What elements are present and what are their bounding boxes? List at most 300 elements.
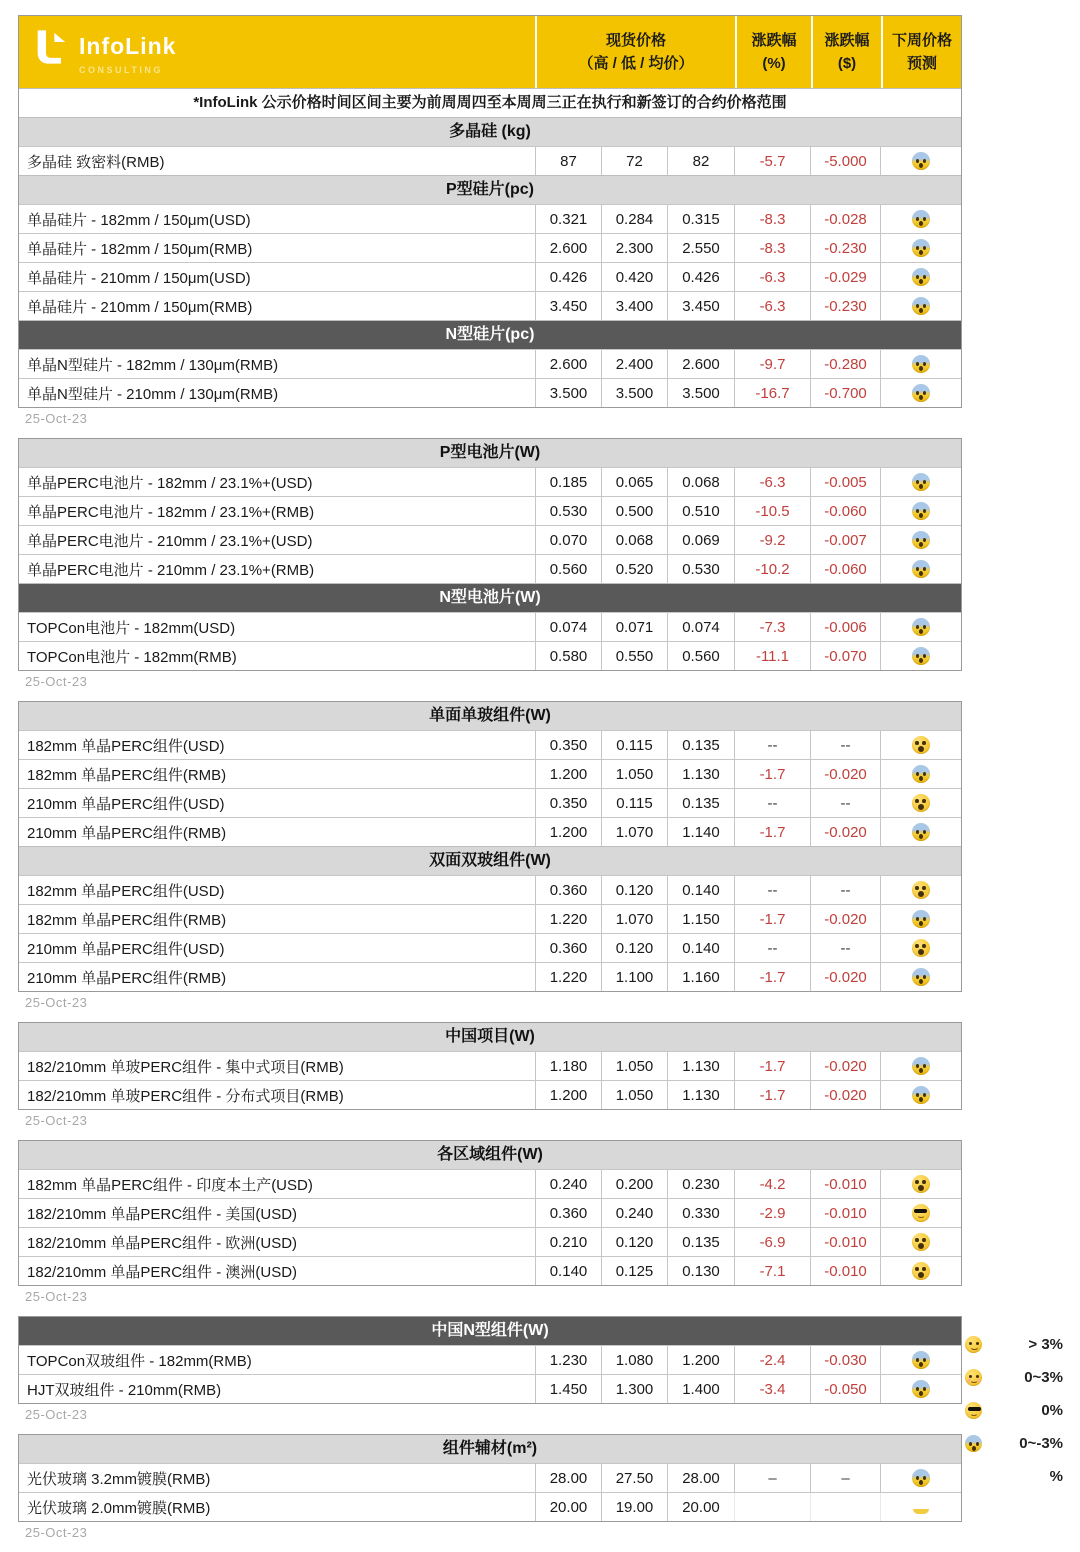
row-name: 单晶PERC电池片 - 210mm / 23.1%+(RMB) [27,561,315,579]
change-usd: -0.020 [810,963,880,991]
forecast-cell [880,760,960,788]
scream-emoji-icon [912,531,930,549]
change-pct-unit: (%) [762,55,786,72]
price-avg: 0.074 [667,613,734,641]
price-report [18,15,962,1552]
forecast-cell [880,1199,960,1227]
row-name: 单晶硅片 - 182mm / 150μm(USD) [27,211,251,229]
change-usd: -5.000 [810,147,880,175]
change-pct: -2.4 [734,1346,810,1374]
scream-emoji-icon [912,618,930,636]
table-row [19,554,961,583]
price-low: 72 [601,147,667,175]
change-pct: -6.3 [734,468,810,496]
note-text: *InfoLink 公示价格时间区间主要为前周周四至本周周三正在执行和新签订的合约价格范围 [19,88,961,117]
table-row [19,612,961,641]
change-usd: -0.020 [810,1052,880,1080]
change-pct: -9.7 [734,350,810,378]
change-pct: -1.7 [734,1081,810,1109]
price-high: 20.00 [535,1493,601,1521]
legend-label: > 3% [1028,1336,1063,1353]
change-usd: -- [810,934,880,962]
price-high: 0.360 [535,876,601,904]
change-pct: -6.3 [734,263,810,291]
price-high: 0.074 [535,613,601,641]
price-avg: 2.550 [667,234,734,262]
laugh-emoji-icon [965,1336,982,1353]
forecast-cell [880,497,960,525]
price-low: 1.100 [601,963,667,991]
price-avg: 20.00 [667,1493,734,1521]
forecast-cell [880,934,960,962]
scream-emoji-icon [912,1469,930,1487]
price-low: 0.065 [601,468,667,496]
price-high: 1.220 [535,905,601,933]
price-avg: 1.130 [667,1081,734,1109]
table-row [19,1169,961,1198]
change-pct: -6.3 [734,292,810,320]
price-avg: 1.130 [667,1052,734,1080]
price-low: 0.500 [601,497,667,525]
section-header: 双面双玻组件(W) [19,846,961,875]
table-row [19,788,961,817]
section-header: N型电池片(W) [19,583,961,612]
price-high: 0.426 [535,263,601,291]
date-label: 25-Oct-23 [25,1525,88,1540]
price-high: 0.140 [535,1257,601,1285]
change-pct: -1.7 [734,963,810,991]
row-name: 182mm 单晶PERC组件(RMB) [27,766,227,784]
row-name: TOPCon双玻组件 - 182mm(RMB) [27,1352,252,1370]
scream-emoji-icon [912,152,930,170]
row-name: 182mm 单晶PERC组件(RMB) [27,911,227,929]
table-row [19,146,961,175]
change-pct: -3.4 [734,1375,810,1403]
scream-emoji-icon [912,1351,930,1369]
change-usd: -0.030 [810,1346,880,1374]
price-avg: 1.140 [667,818,734,846]
change-pct: -- [734,934,810,962]
column-header-forecast [881,16,961,88]
price-low: 2.400 [601,350,667,378]
change-usd: -0.028 [810,205,880,233]
price-high: 0.350 [535,731,601,759]
price-low: 1.070 [601,818,667,846]
price-low: 1.050 [601,1052,667,1080]
section-header: N型硅片(pc) [19,320,961,349]
forecast-title-line1: 下周价格 [891,31,952,49]
price-low: 1.080 [601,1346,667,1374]
price-avg: 1.400 [667,1375,734,1403]
change-pct: – [734,1464,810,1492]
table-row [19,1463,961,1492]
table-row [19,730,961,759]
forecast-cell [880,379,960,407]
astonish-emoji-icon [912,881,930,899]
row-name: 210mm 单晶PERC组件(USD) [27,795,225,813]
row-name: 单晶硅片 - 182mm / 150μm(RMB) [27,240,253,258]
date-label: 25-Oct-23 [25,1407,88,1422]
change-pct: -11.1 [734,642,810,670]
change-usd: -0.230 [810,292,880,320]
change-pct: -7.3 [734,613,810,641]
table-row [19,817,961,846]
price-high: 0.210 [535,1228,601,1256]
table-row [19,496,961,525]
price-avg: 2.600 [667,350,734,378]
scream-emoji-icon [912,1086,930,1104]
forecast-cell [880,1170,960,1198]
change-pct: -10.5 [734,497,810,525]
forecast-cell [880,1257,960,1285]
forecast-cell [880,731,960,759]
row-name: TOPCon电池片 - 182mm(RMB) [27,648,237,666]
change-usd: -0.010 [810,1257,880,1285]
forecast-cell [880,789,960,817]
section-header: 中国N型组件(W) [19,1317,961,1345]
forecast-cell [880,1375,960,1403]
price-high: 0.580 [535,642,601,670]
forecast-cell [880,147,960,175]
price-high: 0.530 [535,497,601,525]
price-avg: 0.135 [667,789,734,817]
price-high: 1.230 [535,1346,601,1374]
change-usd: -0.010 [810,1170,880,1198]
forecast-cell [880,818,960,846]
section-header: 各区域组件(W) [19,1141,961,1169]
change-usd: -0.280 [810,350,880,378]
table-row [19,875,961,904]
row-name: 单晶PERC电池片 - 210mm / 23.1%+(USD) [27,532,313,550]
legend-label: 0~3% [1024,1369,1063,1386]
price-avg: 0.426 [667,263,734,291]
legend-item [957,1328,1077,1361]
table-row [19,204,961,233]
price-avg: 28.00 [667,1464,734,1492]
change-pct: -10.2 [734,555,810,583]
table-row [19,1227,961,1256]
price-high: 87 [535,147,601,175]
price-high: 1.200 [535,760,601,788]
change-pct: -- [734,789,810,817]
change-usd: -0.010 [810,1228,880,1256]
infolink-logo-icon [31,26,71,68]
price-avg: 0.330 [667,1199,734,1227]
change-pct: -1.7 [734,818,810,846]
row-name: 210mm 单晶PERC组件(RMB) [27,969,227,987]
price-low: 3.400 [601,292,667,320]
table-block [18,438,962,671]
price-avg: 0.560 [667,642,734,670]
scream-emoji-icon [912,239,930,257]
forecast-legend [957,1328,1077,1493]
forecast-cell [880,292,960,320]
legend-item [957,1361,1077,1394]
scream-emoji-icon [912,647,930,665]
scream-emoji-icon [912,910,930,928]
forecast-cell [880,905,960,933]
forecast-cell [880,642,960,670]
row-name: 182/210mm 单晶PERC组件 - 欧洲(USD) [27,1234,298,1252]
scream-emoji-icon [912,560,930,578]
price-high: 2.600 [535,350,601,378]
change-usd: -0.060 [810,497,880,525]
row-name: 182/210mm 单晶PERC组件 - 澳洲(USD) [27,1263,298,1281]
price-low: 0.520 [601,555,667,583]
change-pct: -5.7 [734,147,810,175]
date-label: 25-Oct-23 [25,1113,88,1128]
forecast-cell [880,1464,960,1492]
forecast-cell [880,234,960,262]
change-pct: -- [734,876,810,904]
price-high: 0.350 [535,789,601,817]
price-high: 3.450 [535,292,601,320]
change-usd: – [810,1464,880,1492]
price-high: 1.200 [535,818,601,846]
scream-emoji-icon [912,268,930,286]
price-low: 0.120 [601,1228,667,1256]
forecast-cell [880,1228,960,1256]
price-low: 0.420 [601,263,667,291]
change-pct: -4.2 [734,1170,810,1198]
forecast-cell [880,1052,960,1080]
row-name: HJT双玻组件 - 210mm(RMB) [27,1381,222,1399]
price-avg: 0.140 [667,876,734,904]
table-row [19,1198,961,1227]
section-header: P型电池片(W) [19,439,961,467]
cool-emoji-icon [912,1204,930,1222]
scream-emoji-icon [912,210,930,228]
astonish-emoji-icon [912,736,930,754]
change-usd: -0.020 [810,818,880,846]
scream-emoji-icon [912,765,930,783]
row-name: 182/210mm 单晶PERC组件 - 美国(USD) [27,1205,298,1223]
cool-emoji-icon [965,1402,982,1419]
change-usd-unit: ($) [837,55,857,72]
forecast-cell [880,205,960,233]
change-pct: -2.9 [734,1199,810,1227]
first-table-block [18,15,962,408]
scream-emoji-icon [912,1057,930,1075]
price-avg: 0.140 [667,934,734,962]
price-avg: 0.135 [667,1228,734,1256]
price-avg: 1.160 [667,963,734,991]
brand-area [19,16,535,88]
forecast-cell [880,555,960,583]
change-usd: -0.029 [810,263,880,291]
price-high: 28.00 [535,1464,601,1492]
change-usd: -0.020 [810,905,880,933]
change-usd-title: 涨跌幅 [824,31,870,49]
price-low: 0.284 [601,205,667,233]
astonish-emoji-icon [912,939,930,957]
forecast-cell [880,263,960,291]
row-name: 单晶PERC电池片 - 182mm / 23.1%+(USD) [27,474,313,492]
table-row [19,291,961,320]
forecast-cell [880,1081,960,1109]
price-high: 1.450 [535,1375,601,1403]
forecast-cell [880,468,960,496]
scream-emoji-icon [912,502,930,520]
price-high: 1.200 [535,1081,601,1109]
price-avg: 3.450 [667,292,734,320]
scream-emoji-icon [912,297,930,315]
table-row [19,1492,961,1521]
astonish-emoji-icon [912,1262,930,1280]
forecast-cell [880,1346,960,1374]
change-usd: -0.020 [810,1081,880,1109]
price-avg: 0.315 [667,205,734,233]
table-block [18,1316,962,1404]
change-pct: -8.3 [734,205,810,233]
change-usd: -0.010 [810,1199,880,1227]
table-row [19,1051,961,1080]
table-block [18,1022,962,1110]
price-avg: 1.150 [667,905,734,933]
table-row [19,1374,961,1403]
table-row [19,233,961,262]
table-block [18,1434,962,1522]
table-row [19,378,961,407]
section-header: 单面单玻组件(W) [19,702,961,730]
forecast-cell [880,350,960,378]
table-row [19,1080,961,1109]
scream-emoji-icon [912,823,930,841]
brand-name: InfoLink [79,33,177,60]
change-pct: -1.7 [734,1052,810,1080]
table-row [19,262,961,291]
table-block [18,1140,962,1286]
change-pct: -- [734,731,810,759]
price-high: 0.360 [535,1199,601,1227]
price-avg: 0.510 [667,497,734,525]
table-row [19,962,961,991]
price-high: 1.180 [535,1052,601,1080]
astonish-emoji-icon [912,1233,930,1251]
section-header: 中国项目(W) [19,1023,961,1051]
price-high: 0.070 [535,526,601,554]
row-name: 单晶硅片 - 210mm / 150μm(USD) [27,269,251,287]
scream-emoji-icon [912,473,930,491]
table-row [19,525,961,554]
row-name: 182/210mm 单玻PERC组件 - 分布式项目(RMB) [27,1087,344,1105]
scream-emoji-icon [912,384,930,402]
table-row [19,1256,961,1285]
price-high: 1.220 [535,963,601,991]
price-low: 0.071 [601,613,667,641]
legend-item [957,1394,1077,1427]
row-name: TOPCon电池片 - 182mm(USD) [27,619,236,637]
table-row [19,1345,961,1374]
price-avg: 3.500 [667,379,734,407]
price-high: 3.500 [535,379,601,407]
price-low: 1.050 [601,760,667,788]
row-name: 210mm 单晶PERC组件(USD) [27,940,225,958]
row-name: 182mm 单晶PERC组件 - 印度本土产(USD) [27,1176,313,1194]
change-usd: -0.020 [810,760,880,788]
change-usd: -0.230 [810,234,880,262]
astonish-emoji-icon [912,1175,930,1193]
row-name: 210mm 单晶PERC组件(RMB) [27,824,227,842]
price-low: 0.550 [601,642,667,670]
change-usd [810,1493,880,1521]
table-row [19,349,961,378]
change-usd: -- [810,789,880,817]
scream-emoji-icon [912,1380,930,1398]
table-row [19,467,961,496]
change-pct: -6.9 [734,1228,810,1256]
spot-price-title: 现货价格 [605,31,666,49]
row-name: 单晶PERC电池片 - 182mm / 23.1%+(RMB) [27,503,315,521]
forecast-cell [880,1493,960,1521]
change-usd: -0.005 [810,468,880,496]
price-low: 0.068 [601,526,667,554]
section-header: P型硅片(pc) [19,175,961,204]
table-row [19,759,961,788]
price-avg: 0.135 [667,731,734,759]
price-low: 1.070 [601,905,667,933]
row-name: 182mm 单晶PERC组件(USD) [27,882,225,900]
column-header-change-pct [735,16,811,88]
price-high: 0.360 [535,934,601,962]
row-name: 光伏玻璃 3.2mm镀膜(RMB) [27,1470,211,1488]
price-avg: 82 [667,147,734,175]
row-name: 多晶硅 致密料(RMB) [27,153,165,171]
price-high: 0.240 [535,1170,601,1198]
change-usd: -- [810,876,880,904]
price-avg: 0.530 [667,555,734,583]
infolink-logo [31,26,176,78]
legend-label: % [1049,1468,1063,1485]
scream-emoji-icon [965,1435,982,1452]
price-low: 3.500 [601,379,667,407]
price-low: 1.050 [601,1081,667,1109]
section-header: 多晶硅 (kg) [19,117,961,146]
date-label: 25-Oct-23 [25,411,88,426]
legend-label: 0~-3% [1019,1435,1063,1452]
price-low: 1.300 [601,1375,667,1403]
forecast-cell [880,963,960,991]
change-usd: -0.050 [810,1375,880,1403]
change-usd: -- [810,731,880,759]
price-low: 2.300 [601,234,667,262]
date-label: 25-Oct-23 [25,674,88,689]
price-low: 0.115 [601,789,667,817]
change-usd: -0.006 [810,613,880,641]
price-avg: 0.069 [667,526,734,554]
price-low: 0.200 [601,1170,667,1198]
forecast-cell [880,876,960,904]
row-name: 182/210mm 单玻PERC组件 - 集中式项目(RMB) [27,1058,344,1076]
price-high: 0.560 [535,555,601,583]
legend-item [957,1427,1077,1460]
brand-subtitle: CONSULTING [79,65,163,76]
table-row [19,933,961,962]
section-header: 组件辅材(m²) [19,1435,961,1463]
change-pct: -8.3 [734,234,810,262]
forecast-cell [880,613,960,641]
column-header-spot-price [535,16,735,88]
price-high: 2.600 [535,234,601,262]
row-name: 光伏玻璃 2.0mm镀膜(RMB) [27,1499,211,1517]
change-pct: -9.2 [734,526,810,554]
change-pct: -7.1 [734,1257,810,1285]
change-pct: -1.7 [734,905,810,933]
forecast-cell [880,526,960,554]
price-avg: 0.068 [667,468,734,496]
table-row [19,641,961,670]
legend-item [957,1460,1077,1493]
